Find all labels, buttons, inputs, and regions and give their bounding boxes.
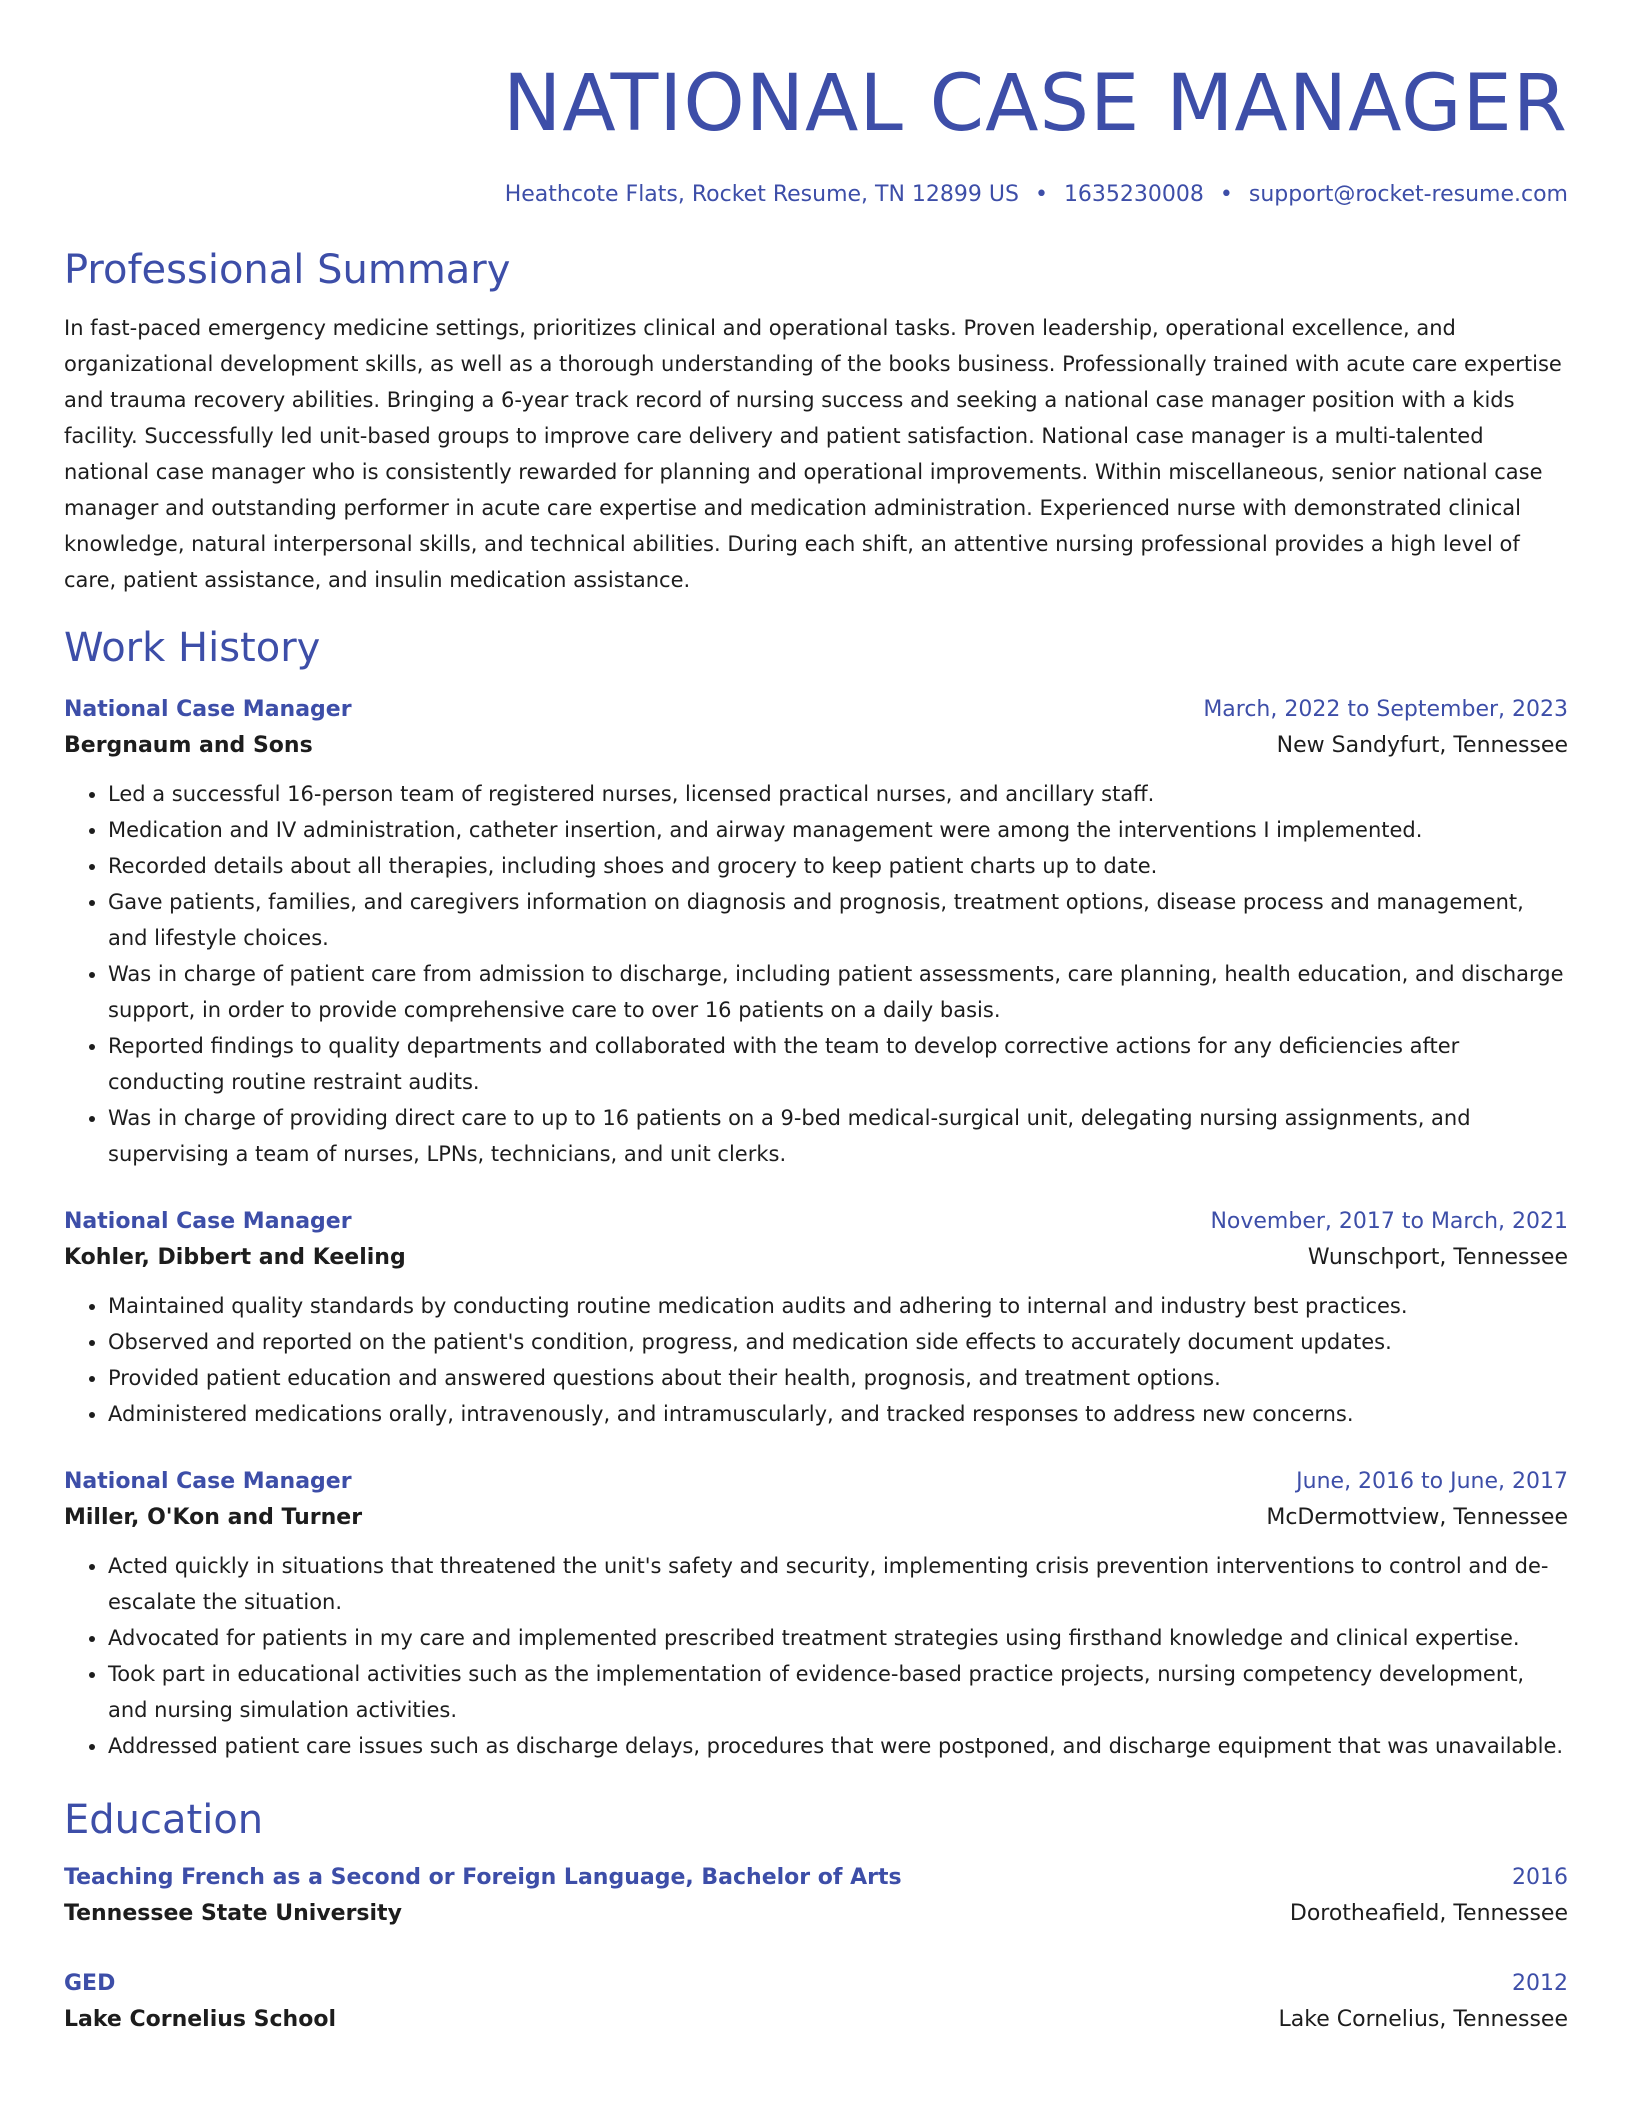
list-item: • Observed and reported on the patient's condition, progress, and medication side effects to accurately document updates. xyxy=(108,1324,1568,1360)
list-item: • Acted quickly in situations that threatened the unit's safety and security, implementing crisis prevention interventions to control and de-escalate the situation. xyxy=(108,1548,1568,1620)
degree-name: Teaching French as a Second or Foreign Language, Bachelor of Arts xyxy=(64,1865,902,1890)
list-item: • Was in charge of patient care from admission to discharge, including patient assessments, care planning, health education, and discharge support, in order to provide comprehensive care to over 16 patients on a daily basis. xyxy=(108,956,1568,1028)
resume-name: NATIONAL CASE MANAGER xyxy=(503,59,1568,149)
job-dates: March, 2022 to September, 2023 xyxy=(1203,697,1568,722)
list-item: • Reported findings to quality departments and collaborated with the team to develop corrective actions for any deficiencies after conducting routine restraint audits. xyxy=(108,1028,1568,1100)
job-title: National Case Manager xyxy=(64,1469,352,1494)
education-entry xyxy=(64,1860,1568,1932)
graduation-year: 2016 xyxy=(1512,1865,1568,1890)
professional-summary-section xyxy=(64,244,1568,598)
contact-separator: • xyxy=(1219,182,1233,207)
job-dates: November, 2017 to March, 2021 xyxy=(1210,1209,1568,1234)
list-item: • Provided patient education and answered questions about their health, prognosis, and treatment options. xyxy=(108,1360,1568,1396)
contact-phone: 1635230008 xyxy=(1063,182,1204,207)
list-item: • Led a successful 16-person team of registered nurses, licensed practical nurses, and ancillary staff. xyxy=(108,776,1568,812)
job-location: McDermottview, Tennessee xyxy=(1266,1505,1568,1530)
list-item: • Advocated for patients in my care and implemented prescribed treatment strategies using firsthand knowledge and clinical expertise. xyxy=(108,1620,1568,1656)
work-history-section xyxy=(64,622,1568,1764)
company-name: Bergnaum and Sons xyxy=(64,733,313,758)
list-item: • Recorded details about all therapies, including shoes and grocery to keep patient charts up to date. xyxy=(108,848,1568,884)
education-entry xyxy=(64,1966,1568,2038)
job-title: National Case Manager xyxy=(64,697,352,722)
list-item: • Was in charge of providing direct care to up to 16 patients on a 9-bed medical-surgical unit, delegating nursing assignments, and supervising a team of nurses, LPNs, technicians, and unit clerks. xyxy=(108,1100,1568,1172)
job-entry xyxy=(64,1204,1568,1432)
job-entry xyxy=(64,692,1568,1172)
job-entry xyxy=(64,1464,1568,1764)
company-name: Miller, O'Kon and Turner xyxy=(64,1505,363,1530)
job-bullets xyxy=(64,776,1568,1172)
list-item: • Took part in educational activities such as the implementation of evidence-based practice projects, nursing competency development, and nursing simulation activities. xyxy=(108,1656,1568,1728)
graduation-year: 2012 xyxy=(1512,1971,1568,1996)
contact-address: Heathcote Flats, Rocket Resume, TN 12899 US xyxy=(504,182,1019,207)
school-location: Lake Cornelius, Tennessee xyxy=(1278,2007,1568,2032)
school-name: Tennessee State University xyxy=(64,1901,402,1926)
job-bullets xyxy=(64,1548,1568,1764)
contact-line xyxy=(64,180,1568,210)
list-item: • Addressed patient care issues such as discharge delays, procedures that were postponed, and discharge equipment that was unavailable. xyxy=(108,1728,1568,1764)
company-name: Kohler, Dibbert and Keeling xyxy=(64,1245,406,1270)
list-item: • Medication and IV administration, catheter insertion, and airway management were among the interventions I implemented. xyxy=(108,812,1568,848)
summary-paragraph: In fast-paced emergency medicine settings, prioritizes clinical and operational tasks. Proven leadership, operational excellence, and organizational development skills, as well as a thorough understanding of the books business. Professionally trained with acute care expertise and trauma recovery abilities. Bringing a 6-year track record of nursing success and seeking a national case manager position with a kids facility. Successfully led unit-based groups to improve care delivery and patient satisfaction. National case manager is a multi-talented national case manager who is consistently rewarded for planning and operational improvements. Within miscellaneous, senior national case manager and outstanding performer in acute care expertise and medication administration. Experienced nurse with demonstrated clinical knowledge, natural interpersonal skills, and technical abilities. During each shift, an attentive nursing professional provides a high level of care, patient assistance, and insulin medication assistance. xyxy=(64,316,1562,592)
section-heading: Professional Summary xyxy=(64,247,511,293)
job-dates: June, 2016 to June, 2017 xyxy=(1296,1469,1568,1494)
job-location: New Sandyfurt, Tennessee xyxy=(1276,733,1568,758)
section-heading: Education xyxy=(64,1797,264,1843)
list-item: • Administered medications orally, intravenously, and intramuscularly, and tracked responses to address new concerns. xyxy=(108,1396,1568,1432)
education-section xyxy=(64,1794,1568,2038)
section-heading: Work History xyxy=(64,625,321,671)
list-item: • Maintained quality standards by conducting routine medication audits and adhering to internal and industry best practices. xyxy=(108,1288,1568,1324)
job-title: National Case Manager xyxy=(64,1209,352,1234)
contact-email[interactable]: support@rocket-resume.com xyxy=(1248,182,1568,207)
job-bullets xyxy=(64,1288,1568,1432)
degree-name: GED xyxy=(64,1971,116,1996)
school-location: Dorotheafield, Tennessee xyxy=(1289,1901,1568,1926)
contact-separator: • xyxy=(1034,182,1048,207)
school-name: Lake Cornelius School xyxy=(64,2007,336,2032)
resume-header xyxy=(64,54,1568,210)
job-location: Wunschport, Tennessee xyxy=(1307,1245,1568,1270)
list-item: • Gave patients, families, and caregivers information on diagnosis and prognosis, treatment options, disease process and management, and lifestyle choices. xyxy=(108,884,1568,956)
